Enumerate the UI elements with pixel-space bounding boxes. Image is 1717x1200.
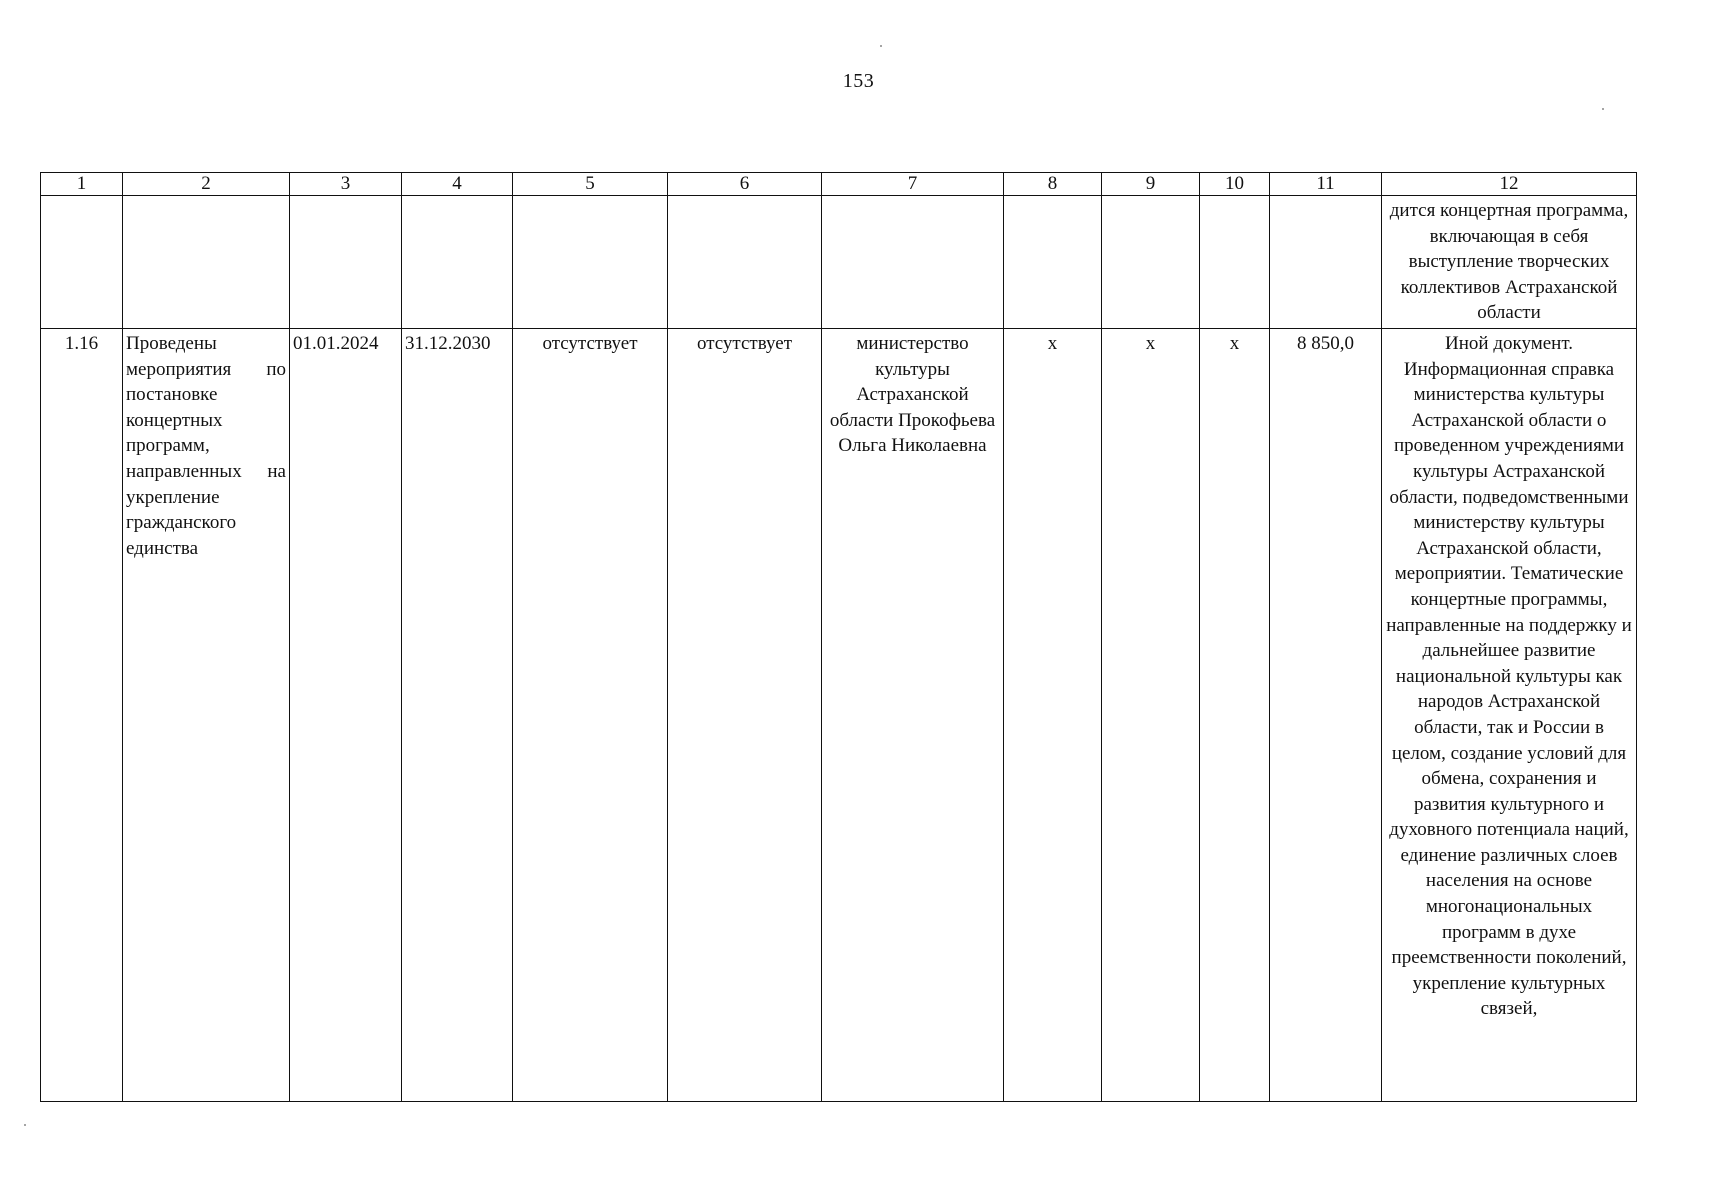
page-number: 153 (842, 70, 875, 92)
document-title: Иной документ. (1445, 333, 1573, 354)
measures-table (40, 172, 1637, 1102)
start-date: 01.01.2024 (290, 329, 402, 1102)
empty-cell (1102, 196, 1200, 329)
responsible-executor: министерство культуры Астраханской области Прокофьева Ольга Николаевна (822, 329, 1004, 1102)
column-number: 10 (1200, 173, 1270, 196)
col8-value: x (1004, 329, 1102, 1102)
empty-cell (668, 196, 822, 329)
column-number: 8 (1004, 173, 1102, 196)
scan-speck (880, 45, 882, 47)
empty-cell (513, 196, 668, 329)
empty-cell (402, 196, 513, 329)
column-number: 12 (1382, 173, 1637, 196)
scan-speck (24, 1124, 26, 1126)
empty-cell (1270, 196, 1382, 329)
col5-value: отсутствует (513, 329, 668, 1102)
end-date: 31.12.2030 (402, 329, 513, 1102)
table-row (41, 329, 1637, 1102)
column-number: 6 (668, 173, 822, 196)
column-number: 2 (123, 173, 290, 196)
column-number: 7 (822, 173, 1004, 196)
column-number: 9 (1102, 173, 1200, 196)
continued-document-text: дится концертная программа, включающая в себя выступление творческих коллективов Астраханской области (1382, 196, 1637, 329)
column-number-row (41, 173, 1637, 196)
column-number: 3 (290, 173, 402, 196)
col6-value: отсутствует (668, 329, 822, 1102)
empty-cell (123, 196, 290, 329)
empty-cell (41, 196, 123, 329)
column-number: 4 (402, 173, 513, 196)
column-number: 1 (41, 173, 123, 196)
column-number: 5 (513, 173, 668, 196)
scan-speck (1602, 108, 1604, 110)
empty-cell (1004, 196, 1102, 329)
document-text: Информационная справка министерства культуры Астраханской области о проведенном учреждениями культуры Астраханской области, подведомственными министерству культуры Астраханской области, мероприятии. Тематические концертные программы, направленные на поддержку и дальнейшее развитие национальной культуры как народов Астраханской области, так и России в целом, создание условий для обмена, сохранения и развития культурного и духовного потенциала наций, единение различных слоев населения на основе многонациональных программ в духе преемственности поколений, укрепление культурных связей, (1386, 358, 1632, 1020)
continuation-row (41, 196, 1637, 329)
measure-description: Проведены мероприятия по постановке концертных программ, направленных на укрепление гражданского единства (123, 329, 290, 1102)
empty-cell (822, 196, 1004, 329)
col10-value: x (1200, 329, 1270, 1102)
funding-amount: 8 850,0 (1270, 329, 1382, 1102)
empty-cell (290, 196, 402, 329)
document-cell (1382, 329, 1637, 1102)
column-number: 11 (1270, 173, 1382, 196)
col9-value: x (1102, 329, 1200, 1102)
row-number: 1.16 (41, 329, 123, 1102)
empty-cell (1200, 196, 1270, 329)
